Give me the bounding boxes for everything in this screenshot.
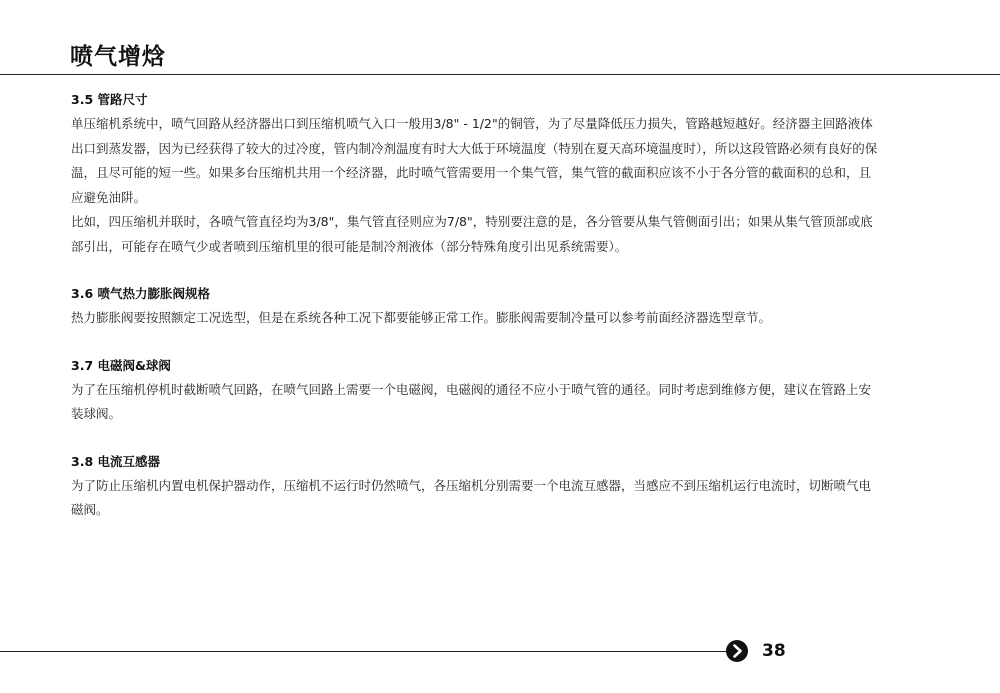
section-heading: 3.7 电磁阀&球阀 <box>71 357 171 373</box>
section-heading: 3.5 管路尺寸 <box>71 92 148 107</box>
paragraph: 比如，四压缩机并联时，各喷气管直径均为3/8"，集气管直径则应为7/8"，特别要注意的是，各分管要从集气管侧面引出；如果从集气管顶部或底部引出，可能存在喷气少或者喷到压缩机里的很可能是制冷剂液体（部分特殊角度引出见系统需要）。 <box>71 214 873 254</box>
page-title: 喷气增焓 <box>70 44 166 70</box>
section-3-7 <box>71 354 881 427</box>
main-content <box>71 88 881 546</box>
arrow-right-circle-icon <box>726 640 748 662</box>
section-heading: 3.8 电流互感器 <box>71 453 160 469</box>
page-number: 38 <box>762 641 786 661</box>
paragraph: 为了防止压缩机内置电机保护器动作，压缩机不运行时仍然喷气，各压缩机分别需要一个电流互感器，当感应不到压缩机运行电流时，切断喷气电磁阀。 <box>71 477 872 517</box>
paragraph: 热力膨胀阀要按照额定工况选型，但是在系统各种工况下都要能够正常工作。膨胀阀需要制冷量可以参考前面经济器选型章节。 <box>71 310 772 325</box>
paragraph: 单压缩机系统中，喷气回路从经济器出口到压缩机喷气入口一般用3/8" - 1/2"的铜管，为了尽量降低压力损失，管路越短越好。经济器主回路液体出口到蒸发器，因为已经获得了较大的过冷度，管内制冷剂温度有时大大低于环境温度（特别在夏天高环境温度时），所以这段管路必须有良好的保温，且尽可能的短一些。如果多台压缩机共用一个经济器，此时喷气管需要用一个集气管，集气管的截面积应该不小于各分管的截面积的总和，且应避免油阱。 <box>71 116 878 205</box>
paragraph: 为了在压缩机停机时截断喷气回路，在喷气回路上需要一个电磁阀，电磁阀的通径不应小于喷气管的通径。同时考虑到维修方便，建议在管路上安装球阀。 <box>71 381 872 421</box>
section-3-6 <box>71 282 881 331</box>
section-3-8 <box>71 450 881 523</box>
section-3-5 <box>71 88 881 259</box>
header-divider <box>0 74 1000 75</box>
section-heading: 3.6 喷气热力膨胀阀规格 <box>71 286 210 301</box>
footer-divider <box>0 651 728 652</box>
